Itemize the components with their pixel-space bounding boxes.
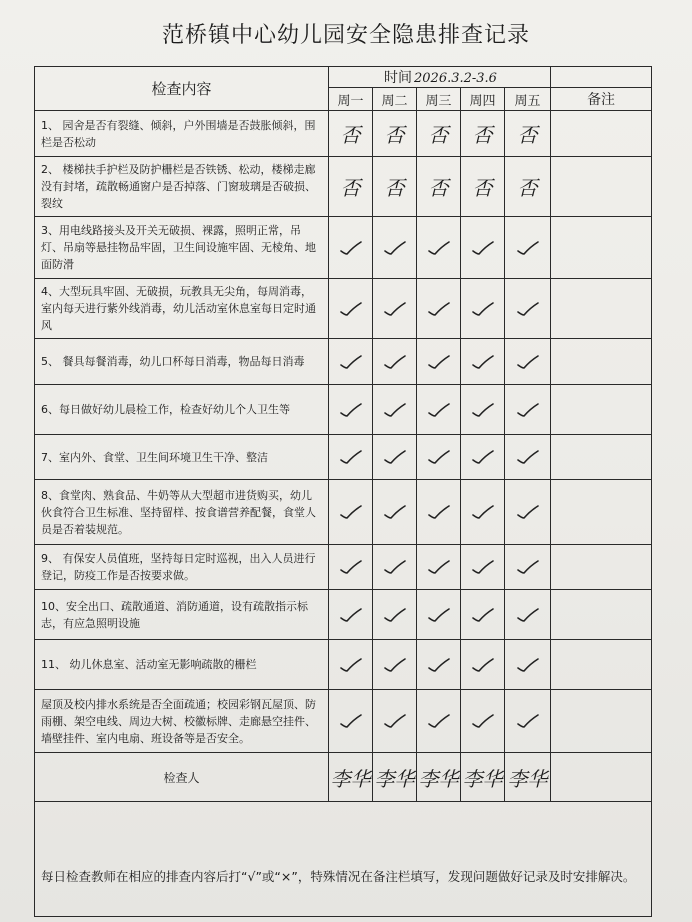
checkmark-icon — [469, 400, 497, 420]
checkmark-icon — [514, 400, 542, 420]
checkmark-icon — [514, 352, 542, 372]
checkmark-icon — [337, 352, 365, 372]
check-mark — [461, 480, 505, 545]
checklist-item-text: 8、食堂肉、熟食品、牛奶等从大型超市进货购买，幼儿伙食符合卫生标准、坚持留样、按食谱营养配餐，食堂人员是否着装规范。 — [35, 480, 329, 545]
inspector-signature: 李华 — [505, 753, 551, 802]
checkmark-icon — [425, 352, 453, 372]
checkmark-icon — [514, 557, 542, 577]
no-mark-text: 否 — [517, 123, 538, 147]
no-mark — [417, 157, 461, 217]
checkmark-icon — [337, 655, 365, 675]
check-mark — [373, 480, 417, 545]
checkmark-icon — [469, 352, 497, 372]
checkmark-icon — [425, 238, 453, 258]
checkmark-icon — [469, 557, 497, 577]
checkmark-icon — [381, 352, 409, 372]
checkmark-icon — [381, 605, 409, 625]
check-mark — [417, 690, 461, 753]
check-mark — [461, 545, 505, 590]
check-mark — [329, 545, 373, 590]
check-mark — [373, 690, 417, 753]
inspector-signature: 李华 — [329, 753, 373, 802]
check-mark — [329, 435, 373, 480]
check-mark — [505, 385, 551, 435]
checkmark-icon — [469, 711, 497, 731]
checklist-row — [35, 590, 652, 640]
checklist-item-text: 10、安全出口、疏散通道、消防通道，设有疏散指示标志，有应急照明设施 — [35, 590, 329, 640]
check-mark — [461, 339, 505, 385]
remark-cell — [551, 435, 652, 480]
checkmark-icon — [381, 655, 409, 675]
day-fri: 周五 — [505, 88, 551, 111]
no-mark-text: 否 — [384, 123, 405, 147]
checkmark-icon — [337, 299, 365, 319]
checklist-row — [35, 279, 652, 339]
check-mark — [505, 435, 551, 480]
inspector-signature: 李华 — [373, 753, 417, 802]
remark-cell — [551, 385, 652, 435]
inspector-remark — [551, 753, 652, 802]
checklist-item-text: 9、 有保安人员值班，坚持每日定时巡视，出入人员进行登记，防疫工作是否按要求做。 — [35, 545, 329, 590]
checkmark-icon — [425, 502, 453, 522]
checkmark-icon — [381, 238, 409, 258]
no-mark-text: 否 — [472, 176, 493, 200]
checkmark-icon — [381, 502, 409, 522]
check-mark — [461, 217, 505, 279]
check-mark — [505, 480, 551, 545]
inspector-signature: 李华 — [417, 753, 461, 802]
check-mark — [417, 640, 461, 690]
no-mark — [461, 111, 505, 157]
no-mark — [329, 157, 373, 217]
check-mark — [329, 640, 373, 690]
check-mark — [417, 339, 461, 385]
no-mark-text: 否 — [428, 123, 449, 147]
no-mark — [505, 111, 551, 157]
inspection-table — [34, 66, 652, 917]
no-mark — [329, 111, 373, 157]
checkmark-icon — [337, 502, 365, 522]
check-mark — [505, 217, 551, 279]
check-mark — [329, 590, 373, 640]
no-mark-text: 否 — [517, 176, 538, 200]
remark-cell — [551, 339, 652, 385]
check-mark — [417, 435, 461, 480]
check-mark — [373, 339, 417, 385]
remark-cell — [551, 590, 652, 640]
checklist-item-text: 2、 楼梯扶手护栏及防护栅栏是否铁锈、松动，楼梯走廊没有封堵，疏散畅通窗户是否掉落、门窗玻璃是否破损、裂纹 — [35, 157, 329, 217]
remark-cell — [551, 640, 652, 690]
check-mark — [373, 640, 417, 690]
checkmark-icon — [337, 557, 365, 577]
instruction-note — [35, 802, 652, 917]
check-mark — [329, 480, 373, 545]
checkmark-icon — [381, 711, 409, 731]
checklist-row — [35, 640, 652, 690]
instruction-text: 每日检查教师在相应的排查内容后打“√”或“×”，特殊情况在备注栏填写，发现问题做好记录及时安排解决。 — [41, 869, 636, 884]
checkmark-icon — [337, 711, 365, 731]
no-mark — [373, 157, 417, 217]
inspector-label: 检查人 — [35, 753, 329, 802]
remark-cell — [551, 480, 652, 545]
no-mark-text: 否 — [340, 176, 361, 200]
check-mark — [505, 545, 551, 590]
content-header: 检查内容 — [35, 67, 329, 111]
check-mark — [417, 590, 461, 640]
checkmark-icon — [469, 238, 497, 258]
checklist-row — [35, 385, 652, 435]
remark-cell — [551, 545, 652, 590]
checklist-item-text: 4、大型玩具牢固、无破损，玩教具无尖角，每周消毒，室内每天进行紫外线消毒，幼儿活动室休息室每日定时通风 — [35, 279, 329, 339]
time-value: 2026.3.2-3.6 — [414, 71, 497, 86]
check-mark — [373, 385, 417, 435]
checkmark-icon — [425, 557, 453, 577]
checklist-item-text: 3、用电线路接头及开关无破损、裸露，照明正常，吊灯、吊扇等悬挂物品牢固，卫生间设施牢固、无棱角、地面防滑 — [35, 217, 329, 279]
checkmark-icon — [425, 299, 453, 319]
checklist-row — [35, 545, 652, 590]
checkmark-icon — [381, 400, 409, 420]
checklist-item-text: 1、 园舍是否有裂缝、倾斜，户外围墙是否鼓胀倾斜，围栏是否松动 — [35, 111, 329, 157]
check-mark — [461, 385, 505, 435]
remark-cell — [551, 690, 652, 753]
checklist-row — [35, 339, 652, 385]
time-header-spare — [551, 67, 652, 88]
checkmark-icon — [381, 447, 409, 467]
check-mark — [329, 279, 373, 339]
checklist-row — [35, 435, 652, 480]
no-mark — [373, 111, 417, 157]
no-mark-text: 否 — [472, 123, 493, 147]
time-header — [329, 67, 551, 88]
checkmark-icon — [514, 238, 542, 258]
checkmark-icon — [337, 605, 365, 625]
no-mark — [505, 157, 551, 217]
check-mark — [505, 590, 551, 640]
check-mark — [373, 435, 417, 480]
check-mark — [373, 545, 417, 590]
checklist-item-text: 6、每日做好幼儿晨检工作，检查好幼儿个人卫生等 — [35, 385, 329, 435]
day-mon: 周一 — [329, 88, 373, 111]
day-wed: 周三 — [417, 88, 461, 111]
checkmark-icon — [425, 655, 453, 675]
checklist-row — [35, 217, 652, 279]
check-mark — [329, 339, 373, 385]
checkmark-icon — [381, 299, 409, 319]
checkmark-icon — [514, 655, 542, 675]
checkmark-icon — [469, 605, 497, 625]
checkmark-icon — [514, 711, 542, 731]
checkmark-icon — [337, 238, 365, 258]
checkmark-icon — [469, 299, 497, 319]
check-mark — [417, 480, 461, 545]
check-mark — [373, 590, 417, 640]
remark-cell — [551, 111, 652, 157]
page-title: 范桥镇中心幼儿园安全隐患排查记录 — [161, 23, 530, 48]
check-mark — [417, 217, 461, 279]
day-tue: 周二 — [373, 88, 417, 111]
check-mark — [505, 640, 551, 690]
check-mark — [417, 385, 461, 435]
checkmark-icon — [425, 400, 453, 420]
checkmark-icon — [469, 655, 497, 675]
checklist-row — [35, 690, 652, 753]
remark-cell — [551, 279, 652, 339]
no-mark-text: 否 — [340, 123, 361, 147]
no-mark — [461, 157, 505, 217]
no-mark — [417, 111, 461, 157]
check-mark — [417, 545, 461, 590]
checklist-row — [35, 157, 652, 217]
time-label: 时间 — [384, 70, 412, 86]
checkmark-icon — [514, 447, 542, 467]
remark-cell — [551, 157, 652, 217]
check-mark — [505, 339, 551, 385]
checklist-row — [35, 480, 652, 545]
check-mark — [461, 690, 505, 753]
checkmark-icon — [469, 502, 497, 522]
checkmark-icon — [381, 557, 409, 577]
check-mark — [461, 279, 505, 339]
day-thu: 周四 — [461, 88, 505, 111]
checkmark-icon — [514, 605, 542, 625]
checkmark-icon — [337, 447, 365, 467]
checkmark-icon — [425, 447, 453, 467]
check-mark — [329, 385, 373, 435]
checklist-item-text: 7、室内外、食堂、卫生间环境卫生干净、整洁 — [35, 435, 329, 480]
no-mark-text: 否 — [384, 176, 405, 200]
check-mark — [373, 279, 417, 339]
checkmark-icon — [425, 605, 453, 625]
check-mark — [329, 690, 373, 753]
checkmark-icon — [469, 447, 497, 467]
check-mark — [417, 279, 461, 339]
inspector-signature: 李华 — [461, 753, 505, 802]
remark-header: 备注 — [551, 88, 652, 111]
checklist-row — [35, 111, 652, 157]
check-mark — [461, 640, 505, 690]
no-mark-text: 否 — [428, 176, 449, 200]
checkmark-icon — [514, 299, 542, 319]
check-mark — [461, 590, 505, 640]
check-mark — [461, 435, 505, 480]
checklist-item-text: 5、 餐具每餐消毒，幼儿口杯每日消毒，物品每日消毒 — [35, 339, 329, 385]
checklist-item-text: 11、 幼儿休息室、活动室无影响疏散的栅栏 — [35, 640, 329, 690]
check-mark — [505, 690, 551, 753]
checkmark-icon — [337, 400, 365, 420]
check-mark — [505, 279, 551, 339]
checkmark-icon — [514, 502, 542, 522]
check-mark — [373, 217, 417, 279]
check-mark — [329, 217, 373, 279]
checklist-item-text: 屋顶及校内排水系统是否全面疏通；校园彩钢瓦屋顶、防雨棚、架空电线、周边大树、校徽标牌、走廊悬空挂件、墙壁挂件、室内电扇、班设备等是否安全。 — [35, 690, 329, 753]
remark-cell — [551, 217, 652, 279]
checkmark-icon — [425, 711, 453, 731]
